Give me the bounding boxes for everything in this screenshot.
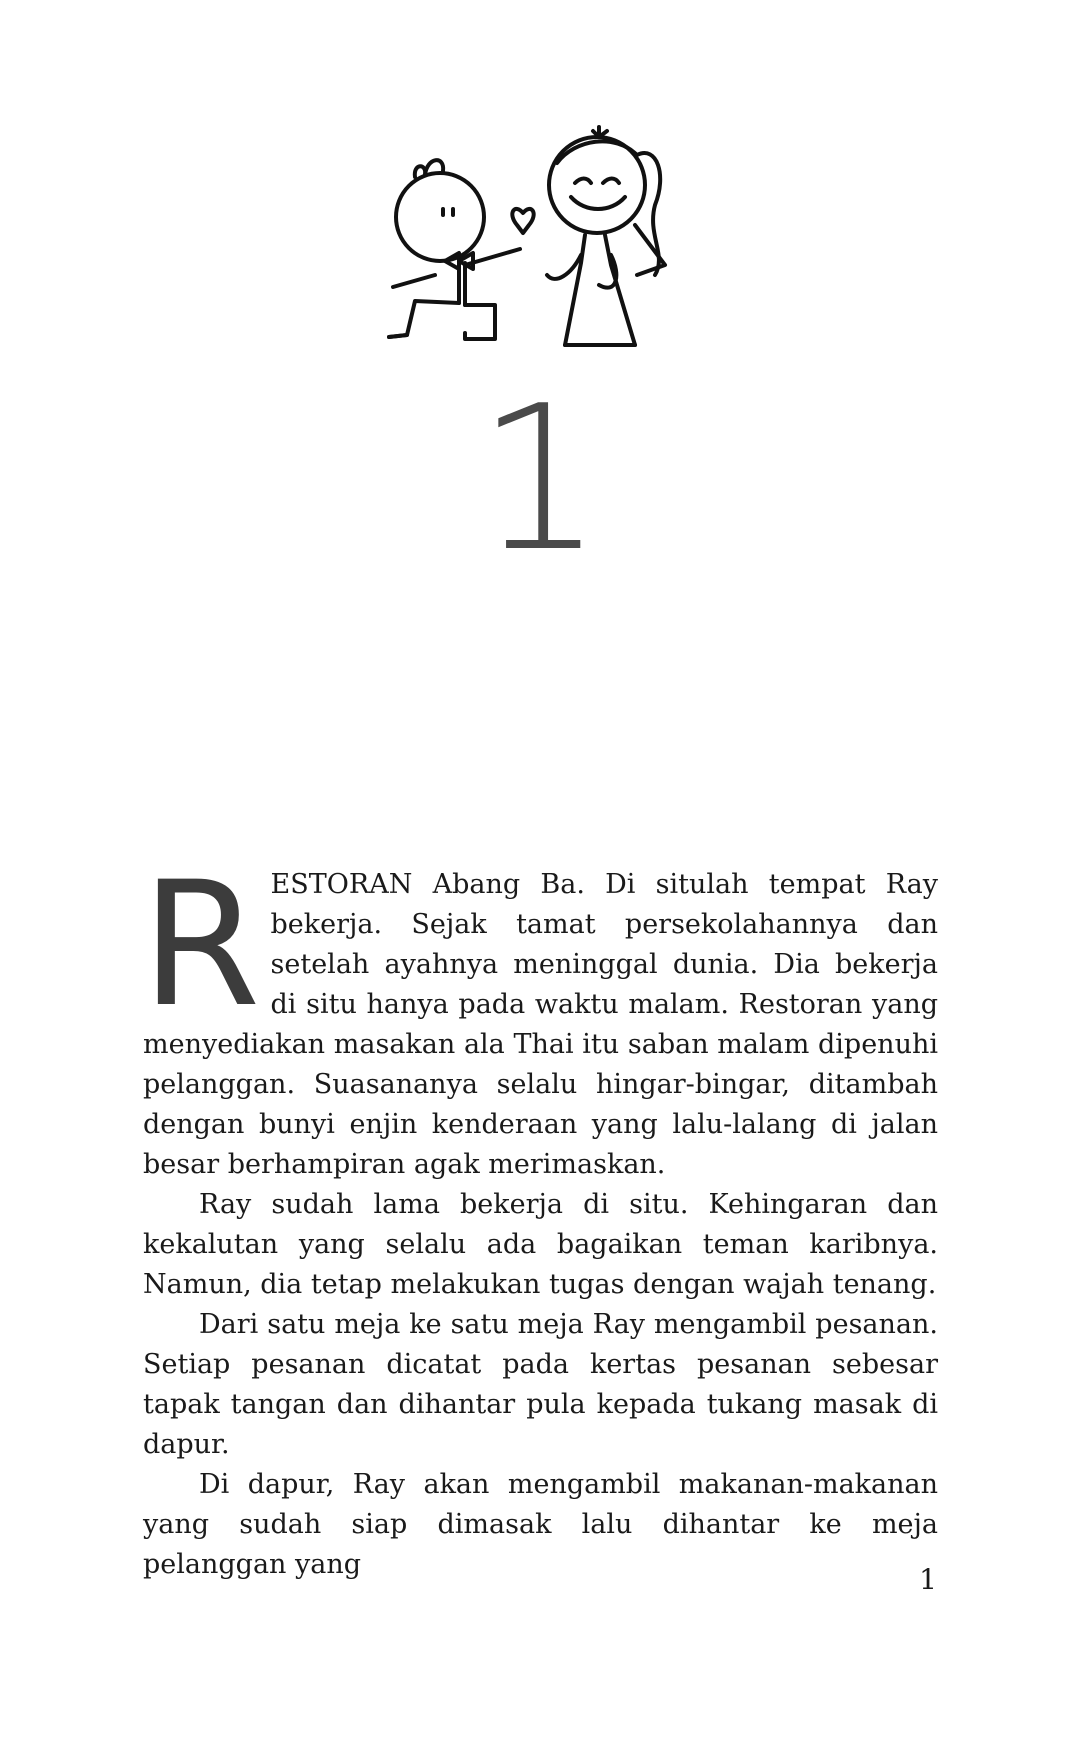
- paragraph-1-text: ESTORAN Abang Ba. Di situlah tempat Ray bekerja. Sejak tamat persekolahannya dan setelah ayahnya meninggal dunia. Dia bekerja di situ hanya pada waktu malam. Restoran yang menyediakan masakan ala Thai itu saban malam dipenuhi pelanggan. Suasananya selalu hingar-bingar, ditambah dengan bunyi enjin kenderaan yang lalu-lalang di jalan besar berhampiran agak merimaskan.: [143, 869, 938, 1180]
- paragraph-1: [141, 844, 938, 1185]
- paragraph-3: Dari satu meja ke satu meja Ray mengambil pesanan. Setiap pesanan dicatat pada kertas pesanan sebesar tapak tangan dan dihantar pula kepada tukang masak di dapur.: [143, 1309, 938, 1460]
- drop-cap: R: [141, 844, 261, 1045]
- chapter-body: [141, 844, 938, 1585]
- boy-kneeling-icon: [389, 160, 520, 339]
- page-number: 1: [919, 1563, 937, 1596]
- paragraph-2: Ray sudah lama bekerja di situ. Kehingaran dan kekalutan yang selalu ada bagaikan teman karibnya. Namun, dia tetap melakukan tugas dengan wajah tenang.: [143, 1189, 938, 1300]
- couple-proposal-illustration: [385, 125, 715, 385]
- paragraph-4: Di dapur, Ray akan mengambil makanan-makanan yang sudah siap dimasak lalu dihantar ke meja pelanggan yang: [143, 1469, 938, 1580]
- chapter-number: 1: [476, 363, 604, 596]
- bride-icon: [547, 127, 665, 345]
- heart-icon: [512, 209, 533, 233]
